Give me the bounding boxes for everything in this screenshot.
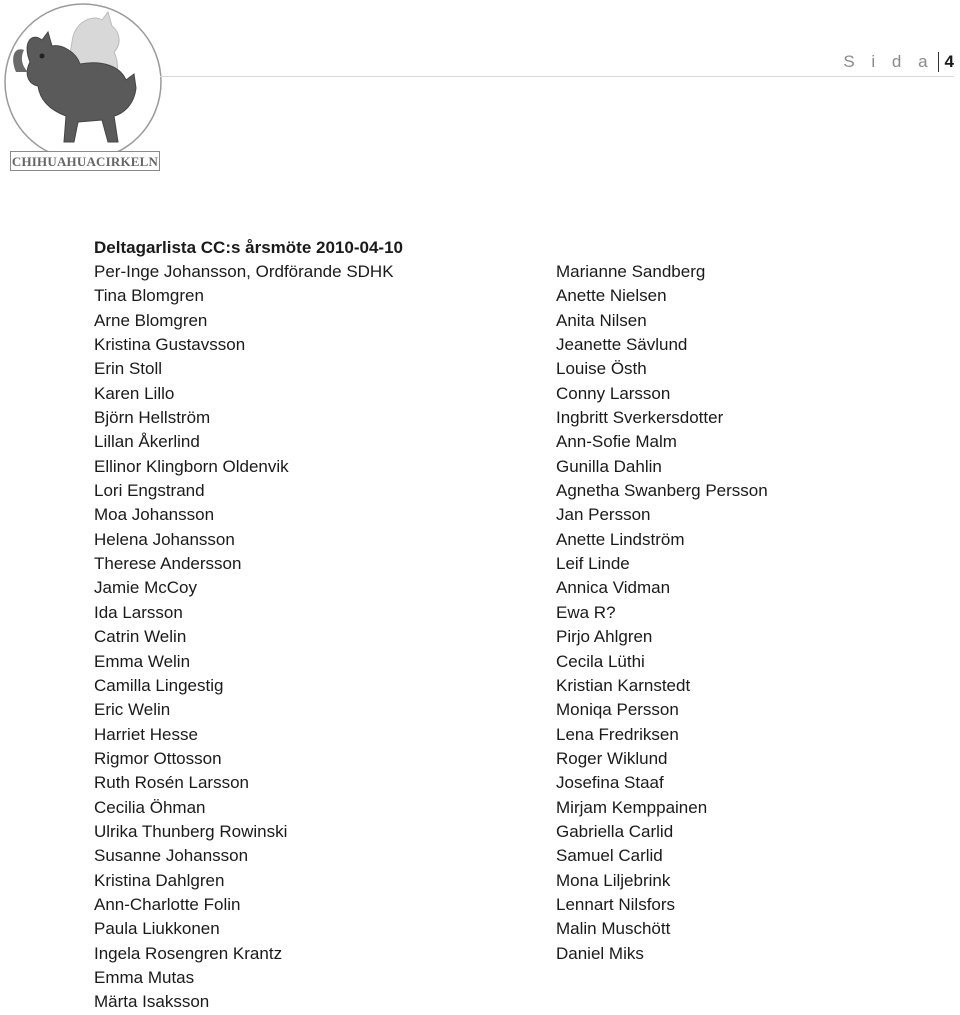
participant-name: Tina Blomgren	[94, 286, 204, 306]
participant-name: Rigmor Ottosson	[94, 748, 222, 768]
page-number-block	[843, 50, 954, 74]
header-rule	[160, 76, 954, 77]
participant-name: Agnetha Swanberg Persson	[556, 481, 768, 501]
participant-name: Moniqa Persson	[556, 700, 679, 720]
participant-name: Malin Muschött	[556, 919, 671, 939]
participant-name: Pirjo Ahlgren	[556, 627, 653, 647]
participant-name: Kristina Gustavsson	[94, 335, 246, 355]
participant-name: Cecila Lüthi	[556, 651, 645, 671]
participant-name: Ingbritt Sverkersdotter	[556, 408, 724, 428]
participant-name: Ingela Rosengren Krantz	[94, 943, 283, 963]
participant-name: Marianne Sandberg	[556, 262, 706, 281]
participant-name: Ewa R?	[556, 602, 616, 622]
participant-name: Arne Blomgren	[94, 310, 208, 330]
participant-name: Camilla Lingestig	[94, 675, 224, 695]
participant-name: Ruth Rosén Larsson	[94, 773, 249, 793]
club-logo	[2, 2, 164, 172]
page-number: 4	[944, 52, 954, 71]
participant-name: Jan Persson	[556, 505, 651, 525]
participant-name: Harriet Hesse	[94, 724, 198, 744]
participant-list-left	[94, 260, 394, 1015]
participant-name: Annica Vidman	[556, 578, 671, 598]
participant-name: Lena Fredriksen	[556, 724, 679, 744]
participant-name: Märta Isaksson	[94, 992, 210, 1012]
participant-name: Ann-Sofie Malm	[556, 432, 677, 452]
participant-name: Daniel Miks	[556, 943, 644, 963]
participant-name: Kristian Karnstedt	[556, 675, 691, 695]
participant-name: Gabriella Carlid	[556, 821, 674, 841]
participant-name: Leif Linde	[556, 554, 630, 574]
chihuahua-logo-icon	[2, 2, 164, 152]
participant-name: Anette Lindström	[556, 529, 685, 549]
participant-name: Ann-Charlotte Folin	[94, 894, 241, 914]
participant-name: Therese Andersson	[94, 554, 242, 574]
page-separator	[938, 52, 939, 72]
participant-name: Gunilla Dahlin	[556, 456, 662, 476]
participant-name: Emma Welin	[94, 651, 191, 671]
participant-name: Ida Larsson	[94, 602, 183, 622]
document-title: Deltagarlista CC:s årsmöte 2010-04-10	[94, 238, 403, 257]
participant-name: Lennart Nilsfors	[556, 894, 676, 914]
page-label: S i d a	[843, 52, 934, 71]
participant-name: Josefina Staaf	[556, 773, 664, 793]
participant-name: Ellinor Klingborn Oldenvik	[94, 456, 289, 476]
participant-name: Mirjam Kemppainen	[556, 797, 708, 817]
participant-name: Anette Nielsen	[556, 286, 667, 306]
participant-name: Kristina Dahlgren	[94, 870, 225, 890]
participant-name: Eric Welin	[94, 700, 171, 720]
participant-name: Ulrika Thunberg Rowinski	[94, 821, 288, 841]
participant-name: Lillan Åkerlind	[94, 432, 200, 452]
participant-name: Louise Östh	[556, 359, 647, 379]
participant-name: Erin Stoll	[94, 359, 163, 379]
logo-wordmark: CHIHUAHUACIRKELN	[10, 151, 160, 171]
participant-name: Lori Engstrand	[94, 481, 205, 501]
participant-name: Susanne Johansson	[94, 846, 249, 866]
participant-name: Jamie McCoy	[94, 578, 197, 598]
participant-name: Roger Wiklund	[556, 748, 668, 768]
participant-name: Helena Johansson	[94, 529, 235, 549]
participant-name: Cecilia Öhman	[94, 797, 206, 817]
participant-name: Conny Larsson	[556, 383, 671, 403]
participant-name: Karen Lillo	[94, 383, 175, 403]
participant-name: Anita Nilsen	[556, 310, 647, 330]
participant-name: Samuel Carlid	[556, 846, 663, 866]
participant-list-right	[556, 260, 768, 966]
participant-name: Moa Johansson	[94, 505, 215, 525]
participant-name: Björn Hellström	[94, 408, 211, 428]
participant-name: Mona Liljebrink	[556, 870, 671, 890]
participant-name: Per-Inge Johansson, Ordförande SDHK	[94, 262, 394, 281]
participant-name: Jeanette Sävlund	[556, 335, 688, 355]
participant-name: Emma Mutas	[94, 967, 195, 987]
participant-name: Paula Liukkonen	[94, 919, 220, 939]
participant-name: Catrin Welin	[94, 627, 187, 647]
